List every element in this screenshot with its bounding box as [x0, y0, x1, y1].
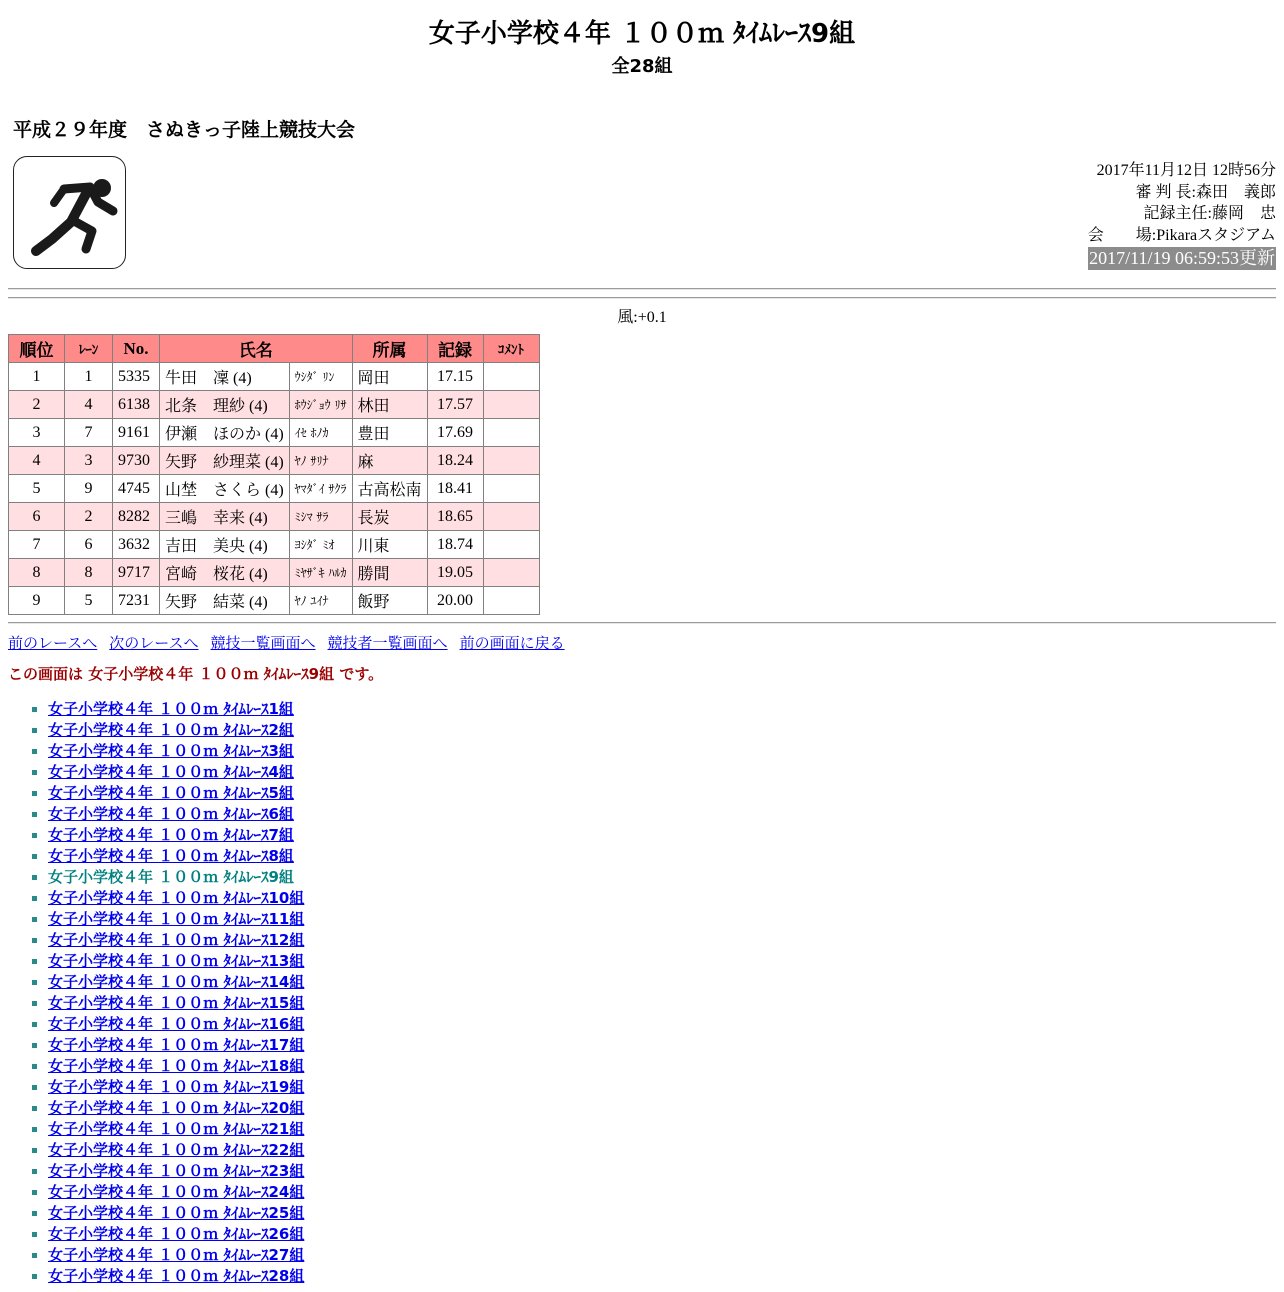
- cell-record: 20.00: [427, 587, 483, 615]
- cell-no: 3632: [113, 531, 160, 559]
- col-comment: ｺﾒﾝﾄ: [483, 335, 539, 363]
- cell-kana: ﾔﾏﾀﾞｲ ｻｸﾗ: [289, 475, 352, 503]
- race-link[interactable]: 女子小学校４年 １００ｍ ﾀｲﾑﾚｰｽ11組: [48, 910, 305, 928]
- race-link[interactable]: 女子小学校４年 １００ｍ ﾀｲﾑﾚｰｽ10組: [48, 889, 305, 907]
- list-item: [48, 909, 304, 930]
- cell-lane: 8: [65, 559, 113, 587]
- cell-lane: 9: [65, 475, 113, 503]
- cell-no: 5335: [113, 363, 160, 391]
- cell-name: 牛田 凜 (4): [160, 363, 290, 391]
- cell-name: 矢野 紗理菜 (4): [160, 447, 290, 475]
- cell-no: 9717: [113, 559, 160, 587]
- list-item: [48, 1014, 304, 1035]
- back-link[interactable]: 前の画面に戻る: [459, 634, 565, 652]
- race-current-label: 女子小学校４年 １００ｍ ﾀｲﾑﾚｰｽ9組: [48, 868, 294, 886]
- table-row: [9, 475, 540, 503]
- list-item: [48, 1077, 304, 1098]
- cell-kana: ﾔﾉ ｻﾘﾅ: [289, 447, 352, 475]
- race-link[interactable]: 女子小学校４年 １００ｍ ﾀｲﾑﾚｰｽ12組: [48, 931, 305, 949]
- race-link[interactable]: 女子小学校４年 １００ｍ ﾀｲﾑﾚｰｽ14組: [48, 973, 305, 991]
- cell-comment: [483, 363, 539, 391]
- next-race-link[interactable]: 次のレースへ: [109, 634, 199, 652]
- list-item: [48, 867, 304, 888]
- list-item: [48, 699, 304, 720]
- cell-comment: [483, 391, 539, 419]
- col-team: 所属: [352, 335, 427, 363]
- cell-team: 岡田: [352, 363, 427, 391]
- wind-reading: 風:+0.1: [617, 309, 667, 326]
- cell-comment: [483, 531, 539, 559]
- cell-comment: [483, 419, 539, 447]
- cell-record: 17.15: [427, 363, 483, 391]
- cell-rank: 8: [9, 559, 65, 587]
- cell-lane: 7: [65, 419, 113, 447]
- cell-comment: [483, 587, 539, 615]
- list-item: [48, 846, 304, 867]
- cell-team: 豊田: [352, 419, 427, 447]
- cell-record: 18.24: [427, 447, 483, 475]
- cell-rank: 9: [9, 587, 65, 615]
- cell-name: 矢野 結菜 (4): [160, 587, 290, 615]
- table-row: [9, 559, 540, 587]
- race-link[interactable]: 女子小学校４年 １００ｍ ﾀｲﾑﾚｰｽ6組: [48, 805, 294, 823]
- cell-rank: 6: [9, 503, 65, 531]
- table-row: [9, 391, 540, 419]
- race-link[interactable]: 女子小学校４年 １００ｍ ﾀｲﾑﾚｰｽ21組: [48, 1120, 305, 1138]
- cell-name: 山埜 さくら (4): [160, 475, 290, 503]
- cell-lane: 2: [65, 503, 113, 531]
- cell-kana: ﾖｼﾀﾞ ﾐｵ: [289, 531, 352, 559]
- col-no: No.: [113, 335, 160, 363]
- cell-comment: [483, 447, 539, 475]
- cell-rank: 1: [9, 363, 65, 391]
- cell-comment: [483, 559, 539, 587]
- race-link[interactable]: 女子小学校４年 １００ｍ ﾀｲﾑﾚｰｽ2組: [48, 721, 294, 739]
- events-list-link[interactable]: 競技一覧画面へ: [210, 634, 316, 652]
- cell-team: 麻: [352, 447, 427, 475]
- cell-lane: 1: [65, 363, 113, 391]
- list-item: [48, 1224, 304, 1245]
- race-link[interactable]: 女子小学校４年 １００ｍ ﾀｲﾑﾚｰｽ1組: [48, 700, 294, 718]
- race-link[interactable]: 女子小学校４年 １００ｍ ﾀｲﾑﾚｰｽ15組: [48, 994, 305, 1012]
- cell-lane: 3: [65, 447, 113, 475]
- list-item: [48, 1182, 304, 1203]
- cell-no: 6138: [113, 391, 160, 419]
- col-name: 氏名: [160, 335, 353, 363]
- list-item: [48, 993, 304, 1014]
- table-row: [9, 419, 540, 447]
- list-item: [48, 1161, 304, 1182]
- cell-no: 9730: [113, 447, 160, 475]
- race-link[interactable]: 女子小学校４年 １００ｍ ﾀｲﾑﾚｰｽ16組: [48, 1015, 305, 1033]
- current-page-note: この画面は 女子小学校４年 １００ｍ ﾀｲﾑﾚｰｽ9組 です。: [8, 665, 384, 683]
- table-header-row: [9, 335, 540, 363]
- cell-comment: [483, 475, 539, 503]
- cell-no: 4745: [113, 475, 160, 503]
- cell-rank: 2: [9, 391, 65, 419]
- cell-rank: 4: [9, 447, 65, 475]
- meet-info: [1088, 160, 1276, 271]
- cell-no: 7231: [113, 587, 160, 615]
- list-item: [48, 762, 304, 783]
- table-row: [9, 447, 540, 475]
- race-link[interactable]: 女子小学校４年 １００ｍ ﾀｲﾑﾚｰｽ26組: [48, 1225, 305, 1243]
- cell-name: 三嶋 幸来 (4): [160, 503, 290, 531]
- cell-record: 17.57: [427, 391, 483, 419]
- athletes-list-link[interactable]: 競技者一覧画面へ: [327, 634, 448, 652]
- page-subtitle: 全28組: [611, 56, 673, 77]
- cell-no: 9161: [113, 419, 160, 447]
- list-item: [48, 1098, 304, 1119]
- list-item: [48, 972, 304, 993]
- logo: [13, 156, 126, 269]
- cell-kana: ｲｾ ﾎﾉｶ: [289, 419, 352, 447]
- cell-kana: ﾐｼﾏ ｻﾗ: [289, 503, 352, 531]
- cell-record: 18.41: [427, 475, 483, 503]
- race-link[interactable]: 女子小学校４年 １００ｍ ﾀｲﾑﾚｰｽ20組: [48, 1099, 305, 1117]
- race-link[interactable]: 女子小学校４年 １００ｍ ﾀｲﾑﾚｰｽ8組: [48, 847, 294, 865]
- updated-badge: 2017/11/19 06:59:53更新: [1089, 248, 1275, 268]
- prev-race-link[interactable]: 前のレースへ: [8, 634, 98, 652]
- list-item: [48, 825, 304, 846]
- results-table: [8, 334, 540, 615]
- cell-kana: ﾎｳｼﾞｮｳ ﾘｻ: [289, 391, 352, 419]
- list-item: [48, 1056, 304, 1077]
- table-row: [9, 503, 540, 531]
- cell-record: 18.65: [427, 503, 483, 531]
- race-link[interactable]: 女子小学校４年 １００ｍ ﾀｲﾑﾚｰｽ3組: [48, 742, 294, 760]
- race-link[interactable]: 女子小学校４年 １００ｍ ﾀｲﾑﾚｰｽ17組: [48, 1036, 305, 1054]
- list-item: [48, 1266, 304, 1287]
- cell-team: 飯野: [352, 587, 427, 615]
- table-row: [9, 531, 540, 559]
- cell-rank: 3: [9, 419, 65, 447]
- cell-team: 勝間: [352, 559, 427, 587]
- cell-kana: ｳｼﾀﾞ ﾘﾝ: [289, 363, 352, 391]
- cell-rank: 5: [9, 475, 65, 503]
- cell-name: 吉田 美央 (4): [160, 531, 290, 559]
- list-item: [48, 804, 304, 825]
- cell-name: 宮崎 桜花 (4): [160, 559, 290, 587]
- meet-recorder: 記録主任:藤岡 忠: [1143, 205, 1276, 222]
- cell-no: 8282: [113, 503, 160, 531]
- list-item: [48, 1119, 304, 1140]
- meet-referee: 審 判 長:森田 義郎: [1135, 183, 1276, 201]
- cell-kana: ﾔﾉ ﾕｲﾅ: [289, 587, 352, 615]
- list-item: [48, 951, 304, 972]
- meet-datetime: 2017年11月12日 12時56分: [1096, 162, 1276, 179]
- cell-record: 17.69: [427, 419, 483, 447]
- race-link[interactable]: 女子小学校４年 １００ｍ ﾀｲﾑﾚｰｽ28組: [48, 1267, 305, 1285]
- list-item: [48, 741, 304, 762]
- list-item: [48, 1203, 304, 1224]
- list-item: [48, 930, 304, 951]
- list-item: [48, 1035, 304, 1056]
- divider: [8, 297, 1276, 299]
- race-link[interactable]: 女子小学校４年 １００ｍ ﾀｲﾑﾚｰｽ19組: [48, 1078, 305, 1096]
- cell-kana: ﾐﾔｻﾞｷ ﾊﾙｶ: [289, 559, 352, 587]
- race-link[interactable]: 女子小学校４年 １００ｍ ﾀｲﾑﾚｰｽ7組: [48, 826, 294, 844]
- cell-comment: [483, 503, 539, 531]
- meet-venue: 会 場:Pikaraスタジアム: [1087, 226, 1276, 244]
- col-rank: 順位: [9, 335, 65, 363]
- list-item: [48, 888, 304, 909]
- cell-team: 古高松南: [352, 475, 427, 503]
- race-link[interactable]: 女子小学校４年 １００ｍ ﾀｲﾑﾚｰｽ24組: [48, 1183, 305, 1201]
- cell-rank: 7: [9, 531, 65, 559]
- race-link[interactable]: 女子小学校４年 １００ｍ ﾀｲﾑﾚｰｽ18組: [48, 1057, 305, 1075]
- race-link[interactable]: 女子小学校４年 １００ｍ ﾀｲﾑﾚｰｽ25組: [48, 1204, 305, 1222]
- cell-record: 19.05: [427, 559, 483, 587]
- race-link[interactable]: 女子小学校４年 １００ｍ ﾀｲﾑﾚｰｽ5組: [48, 784, 294, 802]
- race-link[interactable]: 女子小学校４年 １００ｍ ﾀｲﾑﾚｰｽ13組: [48, 952, 305, 970]
- cell-team: 長炭: [352, 503, 427, 531]
- table-row: [9, 587, 540, 615]
- race-link[interactable]: 女子小学校４年 １００ｍ ﾀｲﾑﾚｰｽ4組: [48, 763, 294, 781]
- race-link[interactable]: 女子小学校４年 １００ｍ ﾀｲﾑﾚｰｽ22組: [48, 1141, 305, 1159]
- cell-name: 北条 理紗 (4): [160, 391, 290, 419]
- list-item: [48, 1140, 304, 1161]
- race-list: [8, 699, 304, 1287]
- divider: [8, 288, 1276, 290]
- cell-lane: 4: [65, 391, 113, 419]
- race-link[interactable]: 女子小学校４年 １００ｍ ﾀｲﾑﾚｰｽ27組: [48, 1246, 305, 1264]
- race-link[interactable]: 女子小学校４年 １００ｍ ﾀｲﾑﾚｰｽ23組: [48, 1162, 305, 1180]
- col-record: 記録: [427, 335, 483, 363]
- page-title: 女子小学校４年 １００ｍ ﾀｲﾑﾚｰｽ9組: [428, 19, 856, 49]
- cell-team: 林田: [352, 391, 427, 419]
- list-item: [48, 783, 304, 804]
- cell-team: 川東: [352, 531, 427, 559]
- cell-lane: 5: [65, 587, 113, 615]
- cell-record: 18.74: [427, 531, 483, 559]
- list-item: [48, 720, 304, 741]
- divider: [8, 622, 1276, 624]
- nav-links: [8, 632, 577, 655]
- cell-name: 伊瀬 ほのか (4): [160, 419, 290, 447]
- cell-lane: 6: [65, 531, 113, 559]
- table-row: [9, 363, 540, 391]
- col-lane: ﾚｰﾝ: [65, 335, 113, 363]
- meet-name: 平成２９年度 さぬきっ子陸上競技大会: [13, 119, 356, 141]
- list-item: [48, 1245, 304, 1266]
- running-person-icon: [14, 157, 127, 270]
